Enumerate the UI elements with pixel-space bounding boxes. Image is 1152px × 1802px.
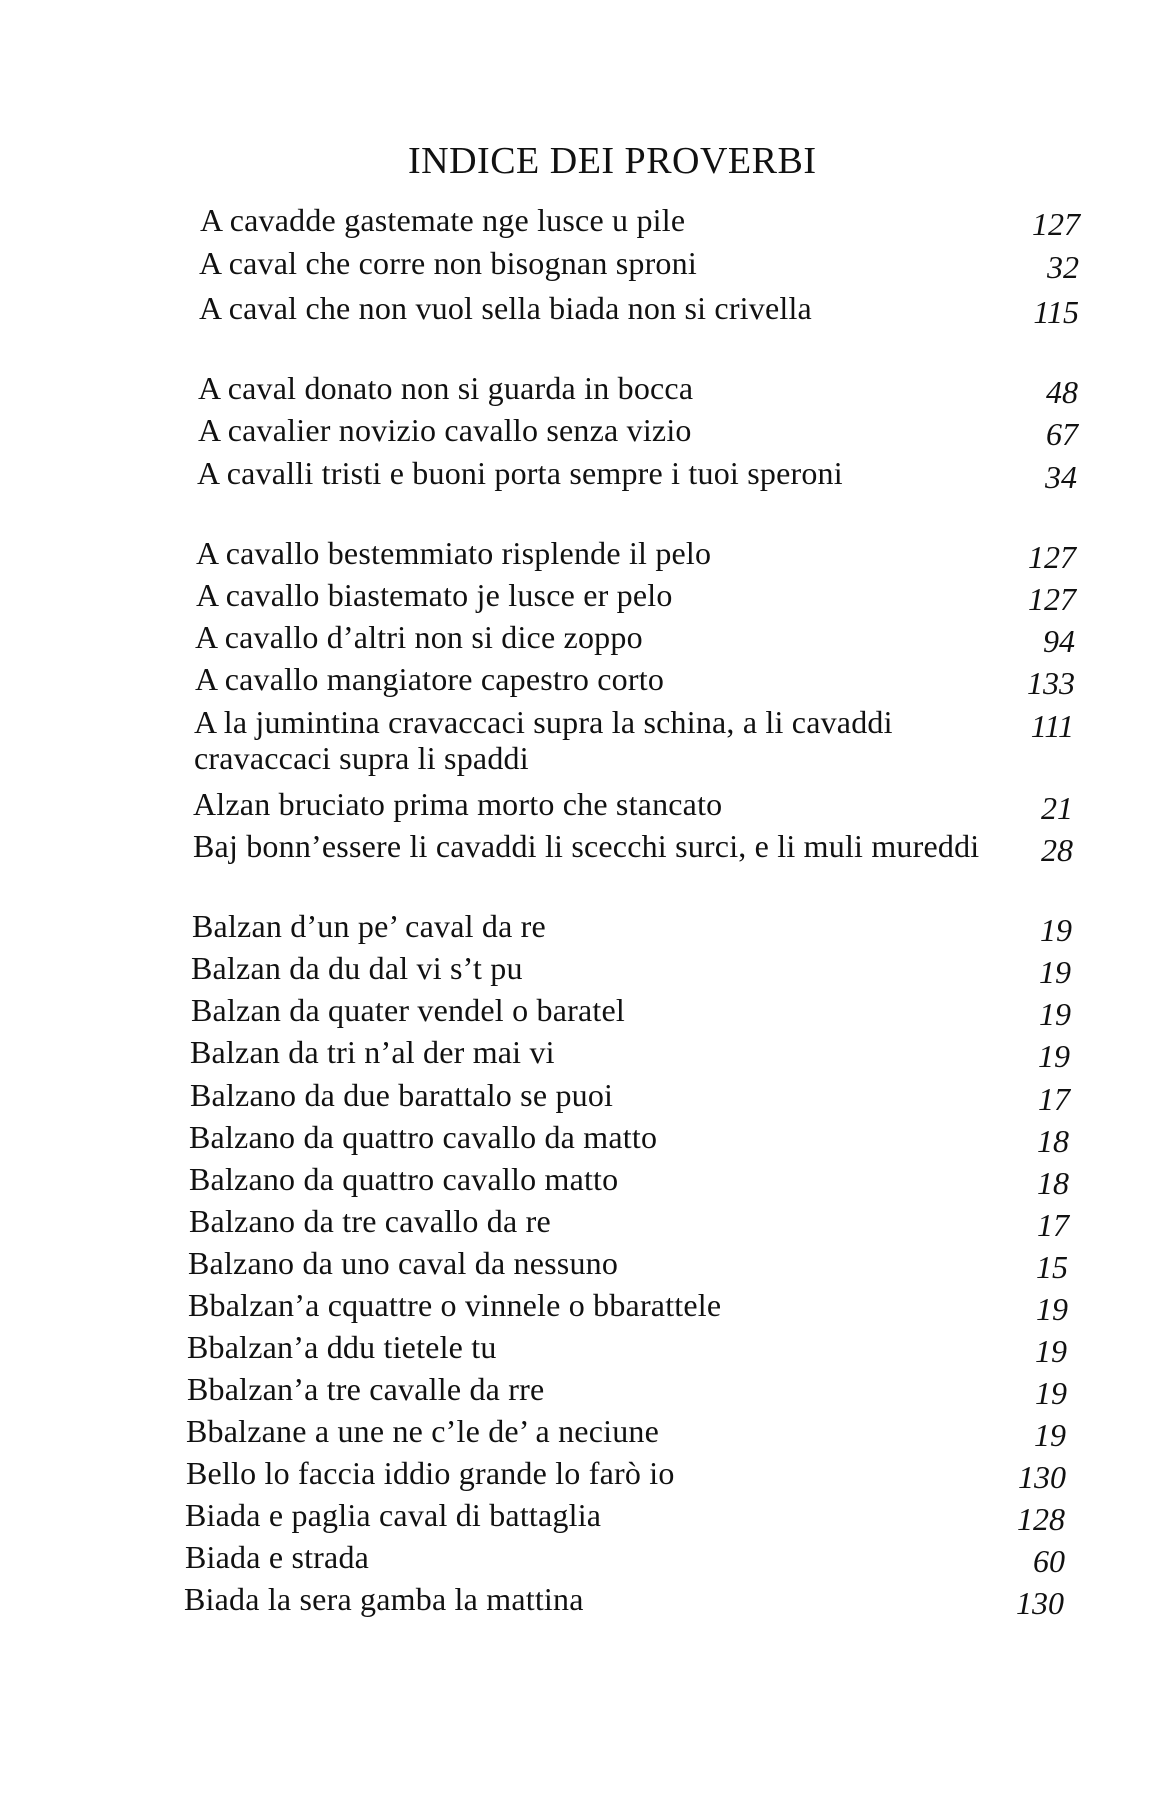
proverb-text: Balzano da quattro cavallo matto: [189, 1161, 619, 1197]
page-number: 48: [1046, 374, 1078, 410]
proverb-text: Balzan d’un pe’ caval da re: [192, 908, 546, 944]
page-number: 111: [1030, 708, 1074, 744]
index-entry: [187, 1371, 1067, 1411]
page-number: 17: [1037, 1207, 1069, 1243]
page-number: 19: [1039, 954, 1071, 990]
page-number: 19: [1035, 1333, 1067, 1369]
page-number: 127: [1028, 581, 1076, 617]
page-number: 19: [1034, 1417, 1066, 1453]
proverb-text: A caval che corre non bisognan sproni: [199, 245, 697, 281]
proverb-text: Balzano da due barattalo se puoi: [190, 1077, 614, 1113]
index-entry: [189, 1203, 1069, 1243]
proverb-text: Balzan da quater vendel o baratel: [191, 992, 625, 1028]
page-number: 17: [1038, 1081, 1070, 1117]
index-entry: [192, 908, 1072, 948]
index-entry: [193, 786, 1073, 826]
index-entry: [199, 245, 1079, 285]
proverb-text: A cavalli tristi e buoni porta sempre i tuoi speroni: [197, 455, 843, 491]
proverb-text: Biada e paglia caval di battaglia: [185, 1497, 602, 1533]
index-entry: [190, 1077, 1070, 1117]
page-number: 18: [1037, 1123, 1069, 1159]
page-number: 130: [1018, 1459, 1066, 1495]
page-title: INDICE DEI PROVERBI: [408, 140, 817, 182]
index-entry: [195, 661, 1075, 701]
proverb-text: A cavallo d’altri non si dice zoppo: [195, 619, 643, 655]
proverb-text: A cavallo mangiatore capestro corto: [195, 661, 665, 697]
page-number: 133: [1027, 665, 1075, 701]
proverb-text: Biada e strada: [185, 1539, 370, 1575]
proverb-text: A cavallo biastemato je lusce er pelo: [196, 577, 673, 613]
page-number: 67: [1046, 416, 1078, 452]
proverb-text: Bbalzan’a cquattre o vinnele o bbarattele: [188, 1287, 722, 1323]
page-number: 19: [1040, 912, 1072, 948]
page-number: 19: [1038, 1038, 1070, 1074]
index-entry: [197, 455, 1077, 495]
index-entry: [194, 704, 1074, 776]
page-number: 19: [1036, 1291, 1068, 1327]
proverb-text: A cavallo bestemmiato risplende il pelo: [196, 535, 712, 571]
proverb-text: A la jumintina cravaccaci supra la schina, a li cavaddi cravaccaci supra li spaddi: [194, 704, 893, 776]
proverb-text: Biada la sera gamba la mattina: [184, 1581, 584, 1617]
index-entry: [189, 1119, 1069, 1159]
index-entry: [198, 370, 1078, 410]
page-number: 18: [1037, 1165, 1069, 1201]
index-entry: [188, 1287, 1068, 1327]
page-number: 28: [1041, 832, 1073, 868]
proverb-text: Bbalzan’a ddu tietele tu: [187, 1329, 497, 1365]
index-entry: [196, 535, 1076, 575]
page-number: 34: [1045, 459, 1077, 495]
index-entry: [195, 619, 1075, 659]
page-number: 127: [1032, 206, 1080, 242]
index-entry: [191, 950, 1071, 990]
page-number: 32: [1047, 249, 1079, 285]
proverb-text: Balzano da tre cavallo da re: [189, 1203, 551, 1239]
page-number: 60: [1033, 1543, 1065, 1579]
proverb-text: Balzano da quattro cavallo da matto: [189, 1119, 658, 1155]
page-number: 19: [1039, 996, 1071, 1032]
page-number: 127: [1028, 539, 1076, 575]
proverb-text: A cavadde gastemate nge lusce u pile: [200, 202, 686, 238]
page-number: 130: [1016, 1585, 1064, 1621]
index-entry: [185, 1539, 1065, 1579]
proverb-text: Balzan da tri n’al der mai vi: [190, 1034, 555, 1070]
index-entry: [186, 1455, 1066, 1495]
proverb-text: Baj bonn’essere li cavaddi li scecchi surci, e li muli mureddi: [193, 828, 980, 864]
page-number: 19: [1035, 1375, 1067, 1411]
index-entry: [190, 1034, 1070, 1074]
page-number: 128: [1017, 1501, 1065, 1537]
proverb-text: Balzan da du dal vi s’t pu: [191, 950, 523, 986]
index-entry: [185, 1497, 1065, 1537]
proverb-text: Bello lo faccia iddio grande lo farò io: [186, 1455, 675, 1491]
proverb-text: Bbalzane a une ne c’le de’ a neciune: [186, 1413, 659, 1449]
page-number: 115: [1033, 294, 1079, 330]
proverb-text: A caval donato non si guarda in bocca: [198, 370, 694, 406]
page-number: 21: [1041, 790, 1073, 826]
page-number: 15: [1036, 1249, 1068, 1285]
proverb-text: A cavalier novizio cavallo senza vizio: [198, 412, 692, 448]
page-number: 94: [1043, 623, 1075, 659]
index-entry: [193, 828, 1073, 868]
index-entry: [189, 1161, 1069, 1201]
index-entry: [196, 577, 1076, 617]
index-entry: [200, 202, 1080, 242]
index-entry: [186, 1413, 1066, 1453]
proverb-text: Bbalzan’a tre cavalle da rre: [187, 1371, 545, 1407]
proverb-text: Alzan bruciato prima morto che stancato: [193, 786, 723, 822]
proverb-text: A caval che non vuol sella biada non si crivella: [199, 290, 812, 326]
index-entry: [184, 1581, 1064, 1621]
index-entry: [191, 992, 1071, 1032]
index-entry: [188, 1245, 1068, 1285]
index-entry: [199, 290, 1079, 330]
index-entry: [187, 1329, 1067, 1369]
proverb-text: Balzano da uno caval da nessuno: [188, 1245, 619, 1281]
index-entry: [198, 412, 1078, 452]
